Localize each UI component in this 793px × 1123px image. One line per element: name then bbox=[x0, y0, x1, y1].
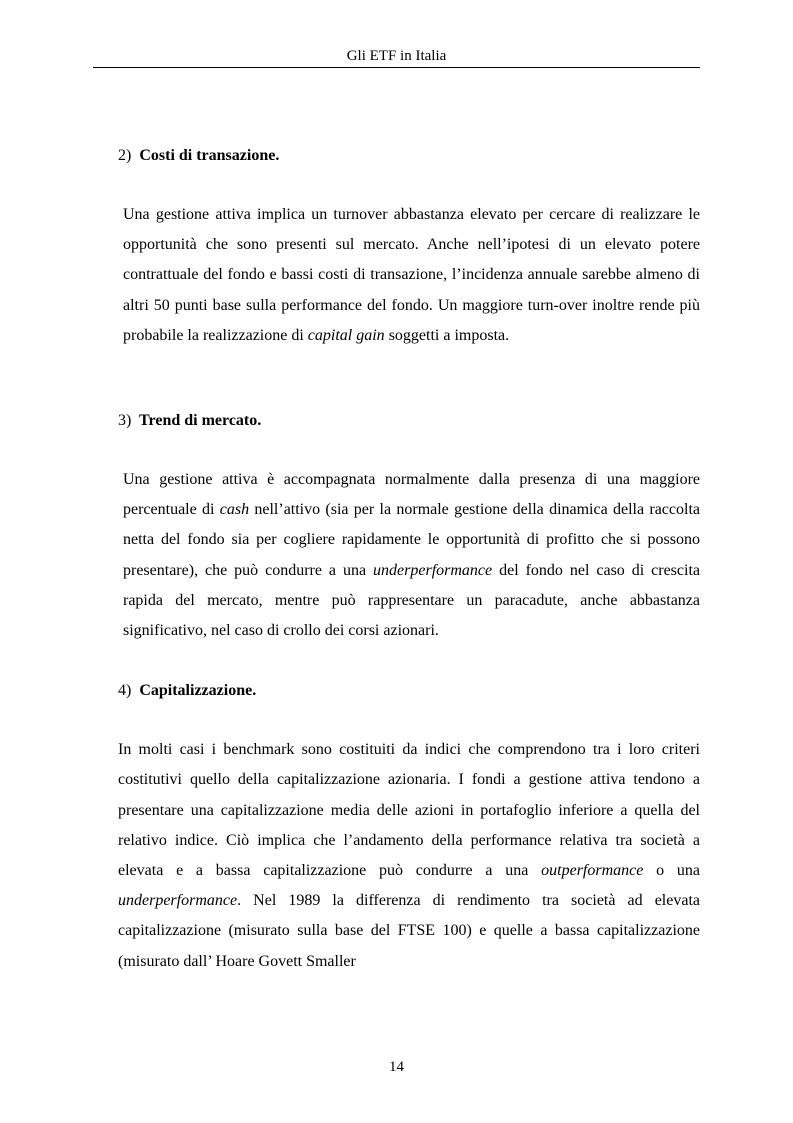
page-number: 14 bbox=[389, 1059, 404, 1075]
paragraph-costi bbox=[118, 200, 700, 351]
section-number: 4) bbox=[118, 682, 132, 700]
section-title-trailing: . bbox=[252, 682, 257, 700]
italic-term: cash bbox=[219, 501, 250, 519]
section-title-trailing: . bbox=[257, 412, 262, 430]
running-header: Gli ETF in Italia bbox=[346, 48, 447, 64]
italic-term: outperformance bbox=[541, 862, 644, 880]
section-title: Costi di transazione. bbox=[139, 147, 280, 164]
page-body bbox=[118, 141, 700, 977]
text-run: o una bbox=[643, 862, 700, 880]
italic-term: underperformance bbox=[118, 892, 238, 910]
text-run: . Nel 1989 la differenza di rendimento tra società ad elevata capitalizzazione (misurato sulla base del FTSE 100) e quelle a bassa capitalizzazione (misurato dall’ Hoare Govett Smaller bbox=[118, 892, 700, 970]
header-rule bbox=[93, 67, 700, 68]
italic-term: capital gain bbox=[307, 326, 385, 344]
paragraph-trend bbox=[118, 465, 700, 646]
text-run: soggetti a imposta. bbox=[384, 326, 510, 344]
section-number: 3) bbox=[118, 412, 132, 430]
text-run: del fondo nel caso di crescita rapida del mercato, mentre può rappresentare un paracadute, anche abbastanza significativo, nel caso di crollo dei corsi azionari. bbox=[123, 561, 701, 640]
section-heading-trend bbox=[118, 406, 700, 436]
text-run: nell’attivo (sia per la normale gestione della dinamica della raccolta netta del fondo sia per cogliere rapidamente le opportunità di profitto che si possono presentare), che può condurre a una bbox=[123, 501, 700, 579]
paragraph-capitalizzazione bbox=[118, 735, 700, 977]
section-heading-costi bbox=[118, 141, 700, 171]
section-heading-capitalizzazione bbox=[118, 676, 700, 706]
section-number: 2) bbox=[118, 147, 132, 164]
section-title: Capitalizzazione bbox=[139, 682, 253, 700]
italic-term: underperformance bbox=[373, 561, 493, 579]
text-run: Una gestione attiva è accompagnata normalmente dalla presenza di una maggiore percentuale di bbox=[123, 471, 700, 519]
text-run: In molti casi i benchmark sono costituiti da indici che comprendono tra i loro criteri costitutivi quello della capitalizzazione azionaria. I fondi a gestione attiva tendono a presentare una capitalizzazione media delle azioni in portafoglio inferiore a quella del relativo indice. Ciò implica che l’andamento della performance relativa tra società a elevata e a bassa capitalizzazione può condurre a una bbox=[118, 741, 700, 880]
section-title: Trend di mercato bbox=[139, 412, 258, 430]
text-run: Una gestione attiva implica un turnover abbastanza elevato per cercare di realizzare le opportunità che sono presenti sul mercato. Anche nell’ipotesi di un elevato potere contrattuale del fondo e bassi costi di transazione, l’incidenza annuale sarebbe almeno di altri 50 punti base sulla performance del fondo. Un maggiore turn-over inoltre rende più probabile la realizzazione di bbox=[123, 206, 700, 344]
